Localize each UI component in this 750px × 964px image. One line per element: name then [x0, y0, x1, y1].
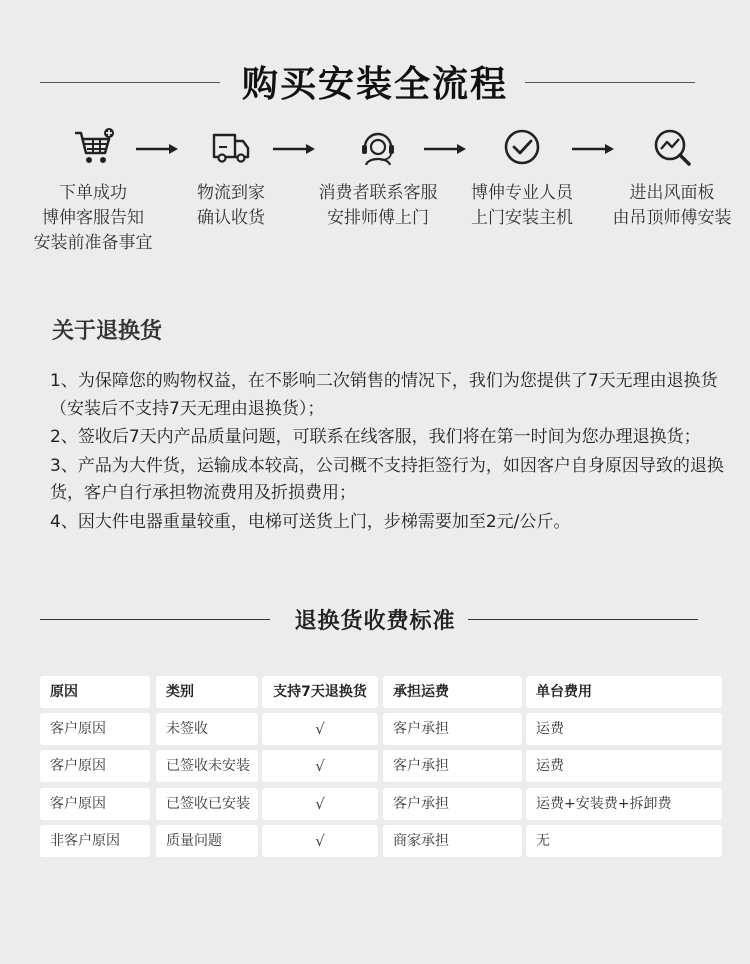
delivery-truck-icon [209, 125, 253, 169]
step-line: 安装前准备事宜 [33, 233, 153, 253]
table-header-cell: 承担运费 [383, 676, 522, 708]
table-row [40, 750, 722, 782]
step-logistics [151, 125, 311, 231]
returns-item: 2、签收后7天内产品质量问题，可联系在线客服，我们将在第一时间为您办理退换货； [50, 427, 701, 447]
customer-service-icon [356, 125, 400, 169]
table-cell: 客户承担 [383, 750, 522, 782]
step-line: 博伸客服告知 [42, 208, 144, 228]
fee-title: 退换货收费标准 [294, 609, 456, 634]
step-line: 消费者联系客服 [318, 183, 438, 203]
title-divider-right [525, 82, 695, 83]
step-line: 由吊顶师傅安装 [612, 208, 732, 228]
table-cell: 客户承担 [383, 788, 522, 820]
step-line: 安排师傅上门 [327, 208, 429, 228]
step-contact-service [298, 125, 458, 231]
table-cell: 客户承担 [383, 713, 522, 745]
step-install-host [442, 125, 602, 231]
table-header-cell: 支持7天退换货 [262, 676, 378, 708]
table-cell: 无 [526, 825, 722, 857]
table-cell: 运费 [526, 713, 722, 745]
search-chart-icon [650, 125, 694, 169]
table-cell: 非客户原因 [40, 825, 150, 857]
table-cell: 运费 [526, 750, 722, 782]
table-cell: 质量问题 [156, 825, 258, 857]
returns-item: 3、产品为大件货，运输成本较高，公司概不支持拒签行为，如因客户自身原因导致的退换货，客户自行承担物流费用及折损费用； [50, 455, 724, 503]
returns-item: 4、因大件电器重量较重，电梯可送货上门，步梯需要加至2元/公斤。 [50, 511, 571, 532]
fee-divider-right [468, 619, 698, 620]
table-header-row [40, 676, 722, 708]
returns-heading: 关于退换货 [52, 319, 163, 344]
table-cell: 客户原因 [40, 788, 150, 820]
table-cell: 已签收未安装 [156, 750, 258, 782]
page-title: 购买安装全流程 [241, 64, 508, 105]
step-line: 上门安装主机 [471, 208, 573, 228]
checkmark-cell: √ [262, 788, 378, 820]
table-cell: 客户原因 [40, 750, 150, 782]
step-line: 下单成功 [59, 183, 127, 203]
table-cell: 客户原因 [40, 713, 150, 745]
table-header-cell: 单台费用 [526, 676, 722, 708]
table-cell: 已签收已安装 [156, 788, 258, 820]
table-row [40, 825, 722, 857]
step-line: 博伸专业人员 [471, 183, 573, 203]
fee-title-row [0, 600, 750, 640]
table-header-cell: 类别 [156, 676, 258, 708]
process-steps [0, 125, 750, 265]
shopping-cart-icon [71, 125, 115, 169]
step-line: 确认收货 [197, 208, 265, 228]
step-line: 物流到家 [197, 183, 265, 203]
returns-item: 1、为保障您的购物权益，在不影响二次销售的情况下，我们为您提供了7天无理由退换货（安装后不支持7天无理由退换货）； [50, 371, 718, 419]
check-circle-icon [500, 125, 544, 169]
title-row [0, 52, 750, 112]
checkmark-cell: √ [262, 750, 378, 782]
table-header-cell: 原因 [40, 676, 150, 708]
table-cell: 未签收 [156, 713, 258, 745]
table-row [40, 788, 722, 820]
step-line: 进出风面板 [629, 183, 715, 203]
checkmark-cell: √ [262, 713, 378, 745]
table-cell: 运费+安装费+拆卸费 [526, 788, 722, 820]
table-row [40, 713, 722, 745]
step-panel-install [592, 125, 750, 231]
table-cell: 商家承担 [383, 825, 522, 857]
checkmark-cell: √ [262, 825, 378, 857]
returns-list [50, 368, 740, 537]
